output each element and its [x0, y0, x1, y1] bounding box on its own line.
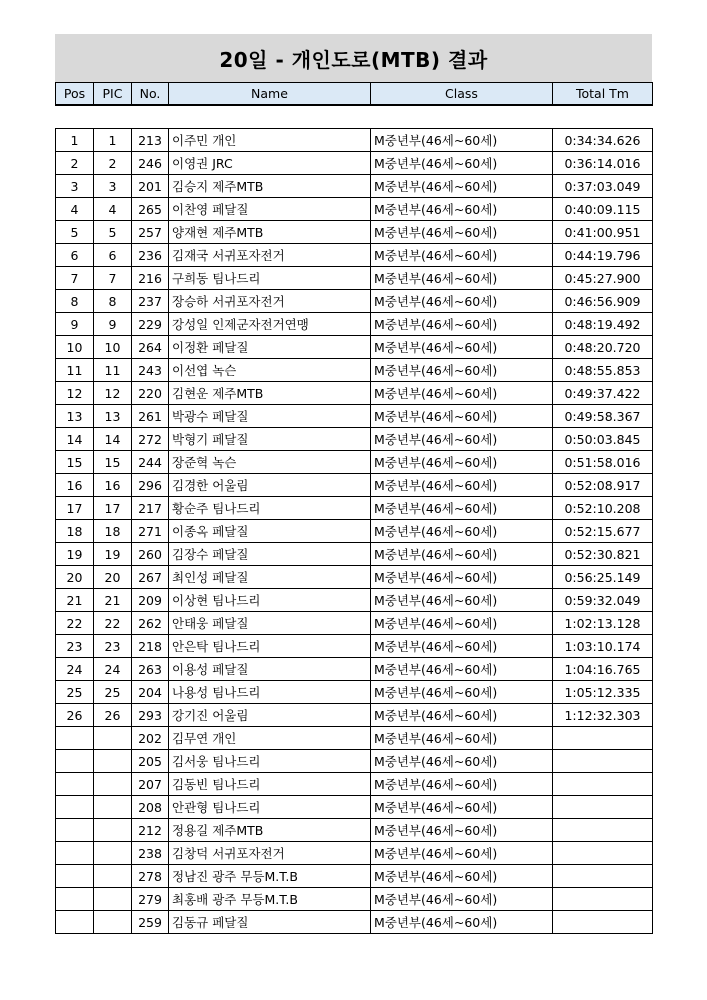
cell-class: M중년부(46세~60세) — [371, 129, 553, 152]
cell-pos — [56, 819, 94, 842]
cell-pic: 24 — [94, 658, 132, 681]
table-row — [56, 428, 653, 451]
cell-name: 정용길 제주MTB — [169, 819, 371, 842]
cell-total-time: 0:52:08.917 — [553, 474, 653, 497]
cell-no: 278 — [132, 865, 169, 888]
cell-no: 246 — [132, 152, 169, 175]
cell-pic — [94, 865, 132, 888]
table-row — [56, 313, 653, 336]
cell-name: 김동빈 팀나드리 — [169, 773, 371, 796]
table-row — [56, 382, 653, 405]
cell-pos: 22 — [56, 612, 94, 635]
cell-name: 이영권 JRC — [169, 152, 371, 175]
cell-class: M중년부(46세~60세) — [371, 428, 553, 451]
table-row — [56, 474, 653, 497]
cell-class: M중년부(46세~60세) — [371, 152, 553, 175]
cell-no: 207 — [132, 773, 169, 796]
cell-total-time: 0:59:32.049 — [553, 589, 653, 612]
cell-pic: 4 — [94, 198, 132, 221]
cell-pos: 24 — [56, 658, 94, 681]
table-row — [56, 566, 653, 589]
cell-pos: 4 — [56, 198, 94, 221]
table-header — [56, 83, 653, 106]
cell-pos — [56, 727, 94, 750]
cell-pic: 23 — [94, 635, 132, 658]
header-row — [56, 83, 653, 106]
cell-name: 김재국 서귀포자전거 — [169, 244, 371, 267]
page-title: 20일 - 개인도로(MTB) 결과 — [55, 34, 652, 82]
table-row — [56, 819, 653, 842]
cell-class: M중년부(46세~60세) — [371, 474, 553, 497]
cell-pos: 13 — [56, 405, 94, 428]
cell-no: 237 — [132, 290, 169, 313]
cell-no: 216 — [132, 267, 169, 290]
header-no: No. — [132, 83, 169, 106]
cell-name: 양재현 제주MTB — [169, 221, 371, 244]
results-sheet — [55, 34, 652, 934]
table-row — [56, 244, 653, 267]
cell-name: 박형기 페달질 — [169, 428, 371, 451]
cell-pos — [56, 842, 94, 865]
cell-class: M중년부(46세~60세) — [371, 405, 553, 428]
cell-pic — [94, 888, 132, 911]
cell-pic: 17 — [94, 497, 132, 520]
cell-total-time: 1:03:10.174 — [553, 635, 653, 658]
cell-total-time: 0:34:34.626 — [553, 129, 653, 152]
cell-no: 261 — [132, 405, 169, 428]
cell-pic: 20 — [94, 566, 132, 589]
cell-pic: 5 — [94, 221, 132, 244]
cell-pic — [94, 773, 132, 796]
cell-pic — [94, 750, 132, 773]
cell-name: 김현운 제주MTB — [169, 382, 371, 405]
cell-class: M중년부(46세~60세) — [371, 198, 553, 221]
cell-pos — [56, 865, 94, 888]
cell-name: 이종옥 페달질 — [169, 520, 371, 543]
cell-no: 236 — [132, 244, 169, 267]
cell-pos: 8 — [56, 290, 94, 313]
cell-pic: 12 — [94, 382, 132, 405]
cell-class: M중년부(46세~60세) — [371, 382, 553, 405]
cell-name: 김동규 페달질 — [169, 911, 371, 934]
table-row — [56, 405, 653, 428]
cell-total-time — [553, 727, 653, 750]
cell-total-time — [553, 750, 653, 773]
cell-no: 260 — [132, 543, 169, 566]
table-row — [56, 543, 653, 566]
table-row — [56, 152, 653, 175]
cell-pos: 3 — [56, 175, 94, 198]
cell-no: 279 — [132, 888, 169, 911]
cell-pic — [94, 911, 132, 934]
cell-name: 김창덕 서귀포자전거 — [169, 842, 371, 865]
table-row — [56, 865, 653, 888]
table-row — [56, 451, 653, 474]
cell-pos: 7 — [56, 267, 94, 290]
cell-no: 244 — [132, 451, 169, 474]
cell-name: 최홍배 광주 무등M.T.B — [169, 888, 371, 911]
header-name: Name — [169, 83, 371, 106]
table-row — [56, 842, 653, 865]
cell-name: 최인성 페달질 — [169, 566, 371, 589]
cell-pic — [94, 727, 132, 750]
cell-name: 김장수 페달질 — [169, 543, 371, 566]
cell-name: 구희동 팀나드리 — [169, 267, 371, 290]
cell-no: 262 — [132, 612, 169, 635]
cell-pos: 2 — [56, 152, 94, 175]
cell-pic: 25 — [94, 681, 132, 704]
spacer-row — [56, 105, 653, 129]
cell-class: M중년부(46세~60세) — [371, 313, 553, 336]
cell-total-time: 0:56:25.149 — [553, 566, 653, 589]
cell-total-time: 0:46:56.909 — [553, 290, 653, 313]
cell-class: M중년부(46세~60세) — [371, 819, 553, 842]
cell-pos: 1 — [56, 129, 94, 152]
table-row — [56, 589, 653, 612]
cell-class: M중년부(46세~60세) — [371, 750, 553, 773]
cell-pos: 17 — [56, 497, 94, 520]
cell-pos: 18 — [56, 520, 94, 543]
cell-pic: 9 — [94, 313, 132, 336]
cell-no: 218 — [132, 635, 169, 658]
cell-pos: 10 — [56, 336, 94, 359]
cell-name: 이찬영 페달질 — [169, 198, 371, 221]
cell-total-time: 0:49:58.367 — [553, 405, 653, 428]
cell-pos: 11 — [56, 359, 94, 382]
cell-no: 296 — [132, 474, 169, 497]
cell-no: 229 — [132, 313, 169, 336]
cell-name: 박광수 페달질 — [169, 405, 371, 428]
cell-pos: 6 — [56, 244, 94, 267]
cell-pic: 18 — [94, 520, 132, 543]
cell-name: 안태웅 페달질 — [169, 612, 371, 635]
table-body — [56, 105, 653, 934]
cell-name: 김승지 제주MTB — [169, 175, 371, 198]
cell-total-time — [553, 796, 653, 819]
cell-no: 272 — [132, 428, 169, 451]
table-row — [56, 681, 653, 704]
cell-pos: 25 — [56, 681, 94, 704]
cell-class: M중년부(46세~60세) — [371, 704, 553, 727]
cell-name: 황순주 팀나드리 — [169, 497, 371, 520]
table-row — [56, 750, 653, 773]
table-row — [56, 198, 653, 221]
cell-name: 이주민 개인 — [169, 129, 371, 152]
cell-no: 205 — [132, 750, 169, 773]
cell-name: 김서웅 팀나드리 — [169, 750, 371, 773]
cell-total-time: 0:41:00.951 — [553, 221, 653, 244]
cell-pos: 19 — [56, 543, 94, 566]
cell-class: M중년부(46세~60세) — [371, 497, 553, 520]
cell-total-time: 0:52:15.677 — [553, 520, 653, 543]
cell-class: M중년부(46세~60세) — [371, 175, 553, 198]
cell-pic: 14 — [94, 428, 132, 451]
cell-class: M중년부(46세~60세) — [371, 612, 553, 635]
cell-pic: 7 — [94, 267, 132, 290]
cell-pos: 23 — [56, 635, 94, 658]
cell-total-time — [553, 773, 653, 796]
cell-no: 267 — [132, 566, 169, 589]
cell-total-time: 0:48:20.720 — [553, 336, 653, 359]
cell-no: 265 — [132, 198, 169, 221]
cell-total-time: 1:12:32.303 — [553, 704, 653, 727]
cell-pos: 20 — [56, 566, 94, 589]
cell-name: 김경한 어울림 — [169, 474, 371, 497]
cell-total-time: 0:49:37.422 — [553, 382, 653, 405]
table-row — [56, 658, 653, 681]
cell-pos: 21 — [56, 589, 94, 612]
cell-total-time: 0:51:58.016 — [553, 451, 653, 474]
cell-pic: 3 — [94, 175, 132, 198]
cell-class: M중년부(46세~60세) — [371, 888, 553, 911]
cell-class: M중년부(46세~60세) — [371, 773, 553, 796]
cell-total-time: 0:36:14.016 — [553, 152, 653, 175]
cell-class: M중년부(46세~60세) — [371, 359, 553, 382]
header-total-time: Total Tm — [553, 83, 653, 106]
cell-total-time: 1:05:12.335 — [553, 681, 653, 704]
cell-name: 이상현 팀나드리 — [169, 589, 371, 612]
table-row — [56, 520, 653, 543]
table-row — [56, 221, 653, 244]
cell-pos — [56, 796, 94, 819]
cell-name: 이선엽 녹슨 — [169, 359, 371, 382]
cell-no: 264 — [132, 336, 169, 359]
cell-total-time: 0:40:09.115 — [553, 198, 653, 221]
cell-total-time: 0:44:19.796 — [553, 244, 653, 267]
cell-total-time: 0:52:30.821 — [553, 543, 653, 566]
cell-class: M중년부(46세~60세) — [371, 865, 553, 888]
cell-total-time: 0:52:10.208 — [553, 497, 653, 520]
cell-class: M중년부(46세~60세) — [371, 842, 553, 865]
cell-no: 202 — [132, 727, 169, 750]
cell-no: 201 — [132, 175, 169, 198]
table-row — [56, 175, 653, 198]
cell-pic: 11 — [94, 359, 132, 382]
cell-pic — [94, 819, 132, 842]
cell-class: M중년부(46세~60세) — [371, 658, 553, 681]
cell-class: M중년부(46세~60세) — [371, 221, 553, 244]
cell-name: 안은탁 팀나드리 — [169, 635, 371, 658]
cell-no: 263 — [132, 658, 169, 681]
cell-name: 이용성 페달질 — [169, 658, 371, 681]
cell-class: M중년부(46세~60세) — [371, 911, 553, 934]
table-row — [56, 773, 653, 796]
cell-class: M중년부(46세~60세) — [371, 681, 553, 704]
cell-total-time — [553, 865, 653, 888]
cell-no: 293 — [132, 704, 169, 727]
table-row — [56, 336, 653, 359]
cell-pos: 16 — [56, 474, 94, 497]
cell-pos — [56, 773, 94, 796]
cell-class: M중년부(46세~60세) — [371, 520, 553, 543]
table-row — [56, 290, 653, 313]
cell-no: 243 — [132, 359, 169, 382]
cell-no: 238 — [132, 842, 169, 865]
cell-no: 213 — [132, 129, 169, 152]
cell-pos — [56, 750, 94, 773]
cell-name: 안관형 팀나드리 — [169, 796, 371, 819]
cell-pic — [94, 842, 132, 865]
cell-name: 장승하 서귀포자전거 — [169, 290, 371, 313]
results-table — [55, 82, 653, 934]
cell-pic: 1 — [94, 129, 132, 152]
cell-name: 이정환 페달질 — [169, 336, 371, 359]
cell-class: M중년부(46세~60세) — [371, 589, 553, 612]
cell-total-time — [553, 819, 653, 842]
cell-class: M중년부(46세~60세) — [371, 635, 553, 658]
cell-total-time: 0:48:19.492 — [553, 313, 653, 336]
cell-total-time: 0:37:03.049 — [553, 175, 653, 198]
cell-no: 209 — [132, 589, 169, 612]
cell-pic: 22 — [94, 612, 132, 635]
table-row — [56, 267, 653, 290]
cell-pic: 19 — [94, 543, 132, 566]
cell-total-time: 0:48:55.853 — [553, 359, 653, 382]
table-row — [56, 888, 653, 911]
cell-total-time: 1:02:13.128 — [553, 612, 653, 635]
cell-no: 208 — [132, 796, 169, 819]
cell-total-time — [553, 911, 653, 934]
cell-pic: 26 — [94, 704, 132, 727]
cell-total-time: 0:50:03.845 — [553, 428, 653, 451]
table-row — [56, 796, 653, 819]
cell-no: 220 — [132, 382, 169, 405]
cell-pos: 9 — [56, 313, 94, 336]
cell-class: M중년부(46세~60세) — [371, 336, 553, 359]
cell-total-time — [553, 842, 653, 865]
table-row — [56, 704, 653, 727]
header-class: Class — [371, 83, 553, 106]
cell-name: 김무연 개인 — [169, 727, 371, 750]
header-pos: Pos — [56, 83, 94, 106]
cell-pos: 15 — [56, 451, 94, 474]
cell-no: 212 — [132, 819, 169, 842]
cell-pos — [56, 888, 94, 911]
cell-name: 나용성 팀나드리 — [169, 681, 371, 704]
cell-no: 259 — [132, 911, 169, 934]
cell-total-time — [553, 888, 653, 911]
cell-pic: 6 — [94, 244, 132, 267]
cell-no: 257 — [132, 221, 169, 244]
table-row — [56, 359, 653, 382]
table-row — [56, 727, 653, 750]
cell-pic: 21 — [94, 589, 132, 612]
cell-pos — [56, 911, 94, 934]
cell-no: 217 — [132, 497, 169, 520]
cell-class: M중년부(46세~60세) — [371, 566, 553, 589]
cell-class: M중년부(46세~60세) — [371, 290, 553, 313]
cell-name: 강성일 인제군자전거연맹 — [169, 313, 371, 336]
cell-class: M중년부(46세~60세) — [371, 451, 553, 474]
cell-name: 정남진 광주 무등M.T.B — [169, 865, 371, 888]
cell-name: 장준혁 녹슨 — [169, 451, 371, 474]
header-pic: PIC — [94, 83, 132, 106]
cell-no: 204 — [132, 681, 169, 704]
table-row — [56, 612, 653, 635]
cell-total-time: 0:45:27.900 — [553, 267, 653, 290]
cell-total-time: 1:04:16.765 — [553, 658, 653, 681]
table-row — [56, 635, 653, 658]
cell-pos: 5 — [56, 221, 94, 244]
cell-class: M중년부(46세~60세) — [371, 727, 553, 750]
cell-pos: 26 — [56, 704, 94, 727]
cell-pic: 13 — [94, 405, 132, 428]
table-row — [56, 911, 653, 934]
cell-name: 강기진 어울림 — [169, 704, 371, 727]
cell-pic: 16 — [94, 474, 132, 497]
cell-pos: 12 — [56, 382, 94, 405]
cell-pic — [94, 796, 132, 819]
table-row — [56, 129, 653, 152]
cell-class: M중년부(46세~60세) — [371, 543, 553, 566]
cell-pic: 8 — [94, 290, 132, 313]
cell-class: M중년부(46세~60세) — [371, 244, 553, 267]
cell-pic: 2 — [94, 152, 132, 175]
cell-class: M중년부(46세~60세) — [371, 796, 553, 819]
cell-no: 271 — [132, 520, 169, 543]
cell-pic: 10 — [94, 336, 132, 359]
cell-pic: 15 — [94, 451, 132, 474]
cell-class: M중년부(46세~60세) — [371, 267, 553, 290]
table-row — [56, 497, 653, 520]
cell-pos: 14 — [56, 428, 94, 451]
